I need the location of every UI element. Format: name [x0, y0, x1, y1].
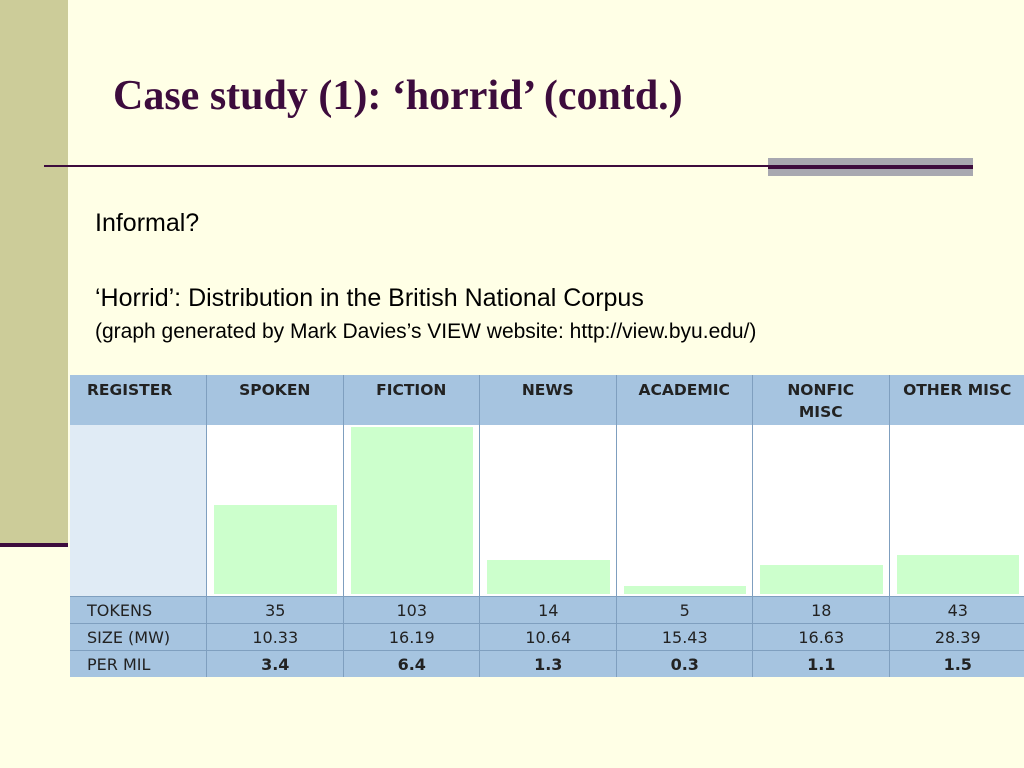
table-row [70, 596, 1024, 623]
register-bar-chart [70, 375, 1024, 677]
column-divider [889, 596, 890, 677]
text-distribution: ‘Horrid’: Distribution in the British National Corpus [95, 284, 644, 312]
sidebar-rule [0, 543, 68, 547]
bar-spoken [214, 505, 337, 594]
row-value: 10.64 [525, 628, 572, 647]
row-value: 1.3 [534, 655, 563, 674]
table-row [70, 623, 1024, 650]
column-divider [343, 596, 344, 677]
text-informal: Informal? [95, 209, 200, 237]
bar-news [487, 560, 610, 594]
row-value: 0.3 [670, 655, 699, 674]
text-source: (graph generated by Mark Davies’s VIEW website: http://view.byu.edu/) [95, 320, 757, 343]
row-value: 18 [811, 601, 832, 620]
column-divider [752, 596, 753, 677]
row-label: TOKENS [87, 601, 153, 620]
header-nonfic-misc: NONFIC MISC [753, 375, 890, 425]
row-value: 1.5 [943, 655, 972, 674]
title-rule-accent [768, 158, 973, 178]
row-value: 1.1 [807, 655, 836, 674]
header-spoken: SPOKEN [207, 375, 344, 425]
row-value: 10.33 [252, 628, 299, 647]
bar-other-misc [897, 555, 1020, 594]
row-value: 43 [947, 601, 968, 620]
plot-cell [617, 425, 754, 596]
plot-label-cell [70, 425, 207, 596]
slide-title: Case study (1): ‘horrid’ (contd.) [113, 73, 683, 119]
header-register: REGISTER [70, 375, 207, 425]
row-value: 103 [396, 601, 428, 620]
row-value: 28.39 [934, 628, 981, 647]
row-value: 3.4 [261, 655, 290, 674]
row-label: PER MIL [87, 655, 151, 674]
row-label: SIZE (MW) [87, 628, 171, 647]
header-other-misc: OTHER MISC [890, 375, 1024, 425]
row-value: 5 [679, 601, 690, 620]
row-value: 6.4 [397, 655, 426, 674]
column-divider [479, 596, 480, 677]
bar-fiction [351, 427, 474, 594]
column-divider [206, 596, 207, 677]
header-academic: ACADEMIC [617, 375, 754, 425]
row-value: 35 [265, 601, 286, 620]
header-fiction: FICTION [344, 375, 481, 425]
table-row [70, 650, 1024, 677]
row-value: 14 [538, 601, 559, 620]
title-rule [44, 165, 768, 167]
bar-nonfic-misc [760, 565, 883, 594]
bar-academic [624, 586, 747, 594]
row-value: 15.43 [661, 628, 708, 647]
sidebar-decoration [0, 0, 68, 543]
row-value: 16.63 [798, 628, 845, 647]
row-value: 16.19 [388, 628, 435, 647]
column-divider [616, 596, 617, 677]
header-news: NEWS [480, 375, 617, 425]
